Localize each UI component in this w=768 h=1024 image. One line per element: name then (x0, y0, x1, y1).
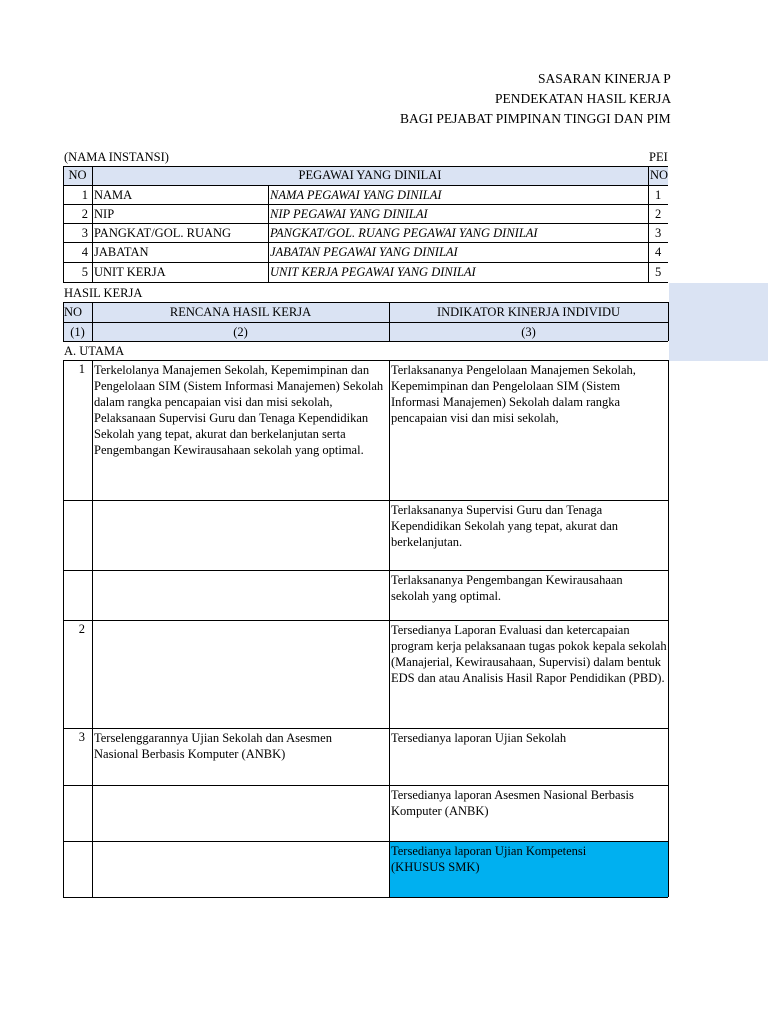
grid-line (63, 185, 668, 186)
hasil-kerja-label: HASIL KERJA (64, 286, 143, 300)
hasil-col-no: NO (64, 305, 83, 319)
hasil-col-iki: INDIKATOR KINERJA INDIVIDU (436, 305, 621, 319)
grid-line (63, 166, 668, 167)
grid-line (63, 897, 668, 898)
right-row-num: 4 (655, 245, 662, 259)
grid-line (63, 360, 668, 361)
grid-line (389, 360, 390, 897)
hasil-row-iki: Tersedianya laporan Asesmen Nasional Berbasis Komputer (ANBK) (391, 788, 634, 818)
pegawai-row-no: 3 (81, 226, 88, 240)
pegawai-row-no: 1 (81, 188, 88, 202)
right-cutoff-label: PEI (649, 150, 668, 164)
pegawai-row-value: NAMA PEGAWAI YANG DINILAI (270, 188, 442, 202)
pegawai-row-value: NIP PEGAWAI YANG DINILAI (270, 207, 428, 221)
pegawai-row-label: NAMA (94, 188, 133, 202)
pegawai-row-label: PANGKAT/GOL. RUANG (94, 226, 232, 240)
grid-line (63, 785, 668, 786)
pegawai-col-no: NO (68, 168, 87, 182)
grid-line (63, 242, 668, 243)
right-blue-panel (669, 283, 768, 361)
grid-line (63, 322, 668, 323)
right-col-no: NO (650, 168, 669, 182)
grid-line (63, 841, 668, 842)
grid-line (668, 302, 669, 341)
pegawai-row-label: UNIT KERJA (94, 265, 166, 279)
instansi-label: (NAMA INSTANSI) (64, 150, 169, 164)
hasil-row-iki: Terlaksananya Pengelolaan Manajemen Sekolah, Kepemimpinan dan Pengelolaan SIM (Sistem Informasi Manajemen) Sekolah dalam rangka pencapaian visi dan misi sekolah, (391, 363, 636, 425)
hasil-num-3: (3) (521, 325, 536, 339)
hasil-col-rhk: RENCANA HASIL KERJA (169, 305, 312, 319)
doc-title-line3: BAGI PEJABAT PIMPINAN TINGGI DAN PIM (400, 111, 671, 126)
pegawai-row-value: UNIT KERJA PEGAWAI YANG DINILAI (270, 265, 476, 279)
grid-line (92, 360, 93, 897)
hasil-row-no: 1 (78, 362, 85, 376)
grid-line (63, 620, 668, 621)
hasil-row-iki: Tersedianya Laporan Evaluasi dan ketercapaian program kerja pelaksanaan tugas pokok kepala sekolah (Manajerial, Kewirausahaan, Supervisi) dalam bentuk EDS dan atau Analisis Hasil Rapor Pendidikan (PBD). (391, 623, 667, 685)
doc-title-line2: PENDEKATAN HASIL KERJA (495, 91, 672, 106)
grid-line (63, 570, 668, 571)
hasil-row-no: 3 (78, 730, 85, 744)
grid-line (63, 204, 668, 205)
grid-line (63, 341, 668, 342)
grid-line (63, 728, 668, 729)
hasil-row-iki: Tersedianya laporan Ujian Sekolah (391, 731, 567, 745)
hasil-row-rhk: Terselenggarannya Ujian Sekolah dan Asesmen Nasional Berbasis Komputer (ANBK) (94, 731, 332, 761)
grid-line (63, 500, 668, 501)
grid-line (63, 302, 668, 303)
grid-line (63, 282, 668, 283)
pegawai-row-label: JABATAN (94, 245, 149, 259)
hasil-num-2: (2) (233, 325, 248, 339)
grid-line (92, 166, 93, 282)
pegawai-row-no: 5 (81, 265, 88, 279)
hasil-row-iki: Terlaksananya Pengembangan Kewirausahaan sekolah yang optimal. (391, 573, 623, 603)
right-row-num: 2 (655, 207, 662, 221)
utama-label: A. UTAMA (64, 344, 125, 358)
pegawai-col-title: PEGAWAI YANG DINILAI (298, 168, 442, 182)
hasil-row-rhk: Terkelolanya Manajemen Sekolah, Kepemimpinan dan Pengelolaan SIM (Sistem Informasi Manajemen) Sekolah dalam rangka pencapaian visi dan misi sekolah, Pelaksanaan Supervisi Guru dan Tenaga Kependidikan Sekolah yang tepat, akurat dan berkelanjutan serta Pengembangan Kewirausahaan sekolah yang optimal. (94, 363, 384, 457)
grid-line (668, 360, 669, 897)
pegawai-row-label: NIP (94, 207, 115, 221)
pegawai-row-no: 4 (81, 245, 88, 259)
pegawai-row-no: 2 (81, 207, 88, 221)
right-row-num: 3 (655, 226, 662, 240)
pegawai-row-value: PANGKAT/GOL. RUANG PEGAWAI YANG DINILAI (270, 226, 538, 240)
grid-line (63, 262, 668, 263)
grid-line (63, 223, 668, 224)
hasil-row-iki: Terlaksananya Supervisi Guru dan Tenaga Kependidikan Sekolah yang tepat, akurat dan berkelanjutan. (391, 503, 619, 549)
hasil-num-1: (1) (70, 325, 85, 339)
grid-line (268, 185, 269, 282)
grid-line (648, 166, 649, 282)
right-row-num: 5 (655, 265, 662, 279)
hasil-row-no: 2 (78, 622, 85, 636)
pegawai-row-value: JABATAN PEGAWAI YANG DINILAI (270, 245, 458, 259)
doc-title-line1: SASARAN KINERJA P (538, 71, 671, 86)
right-row-num: 1 (655, 188, 662, 202)
hasil-row-iki-highlight: Tersedianya laporan Ujian Kompetensi (KHUSUS SMK) (391, 844, 587, 874)
